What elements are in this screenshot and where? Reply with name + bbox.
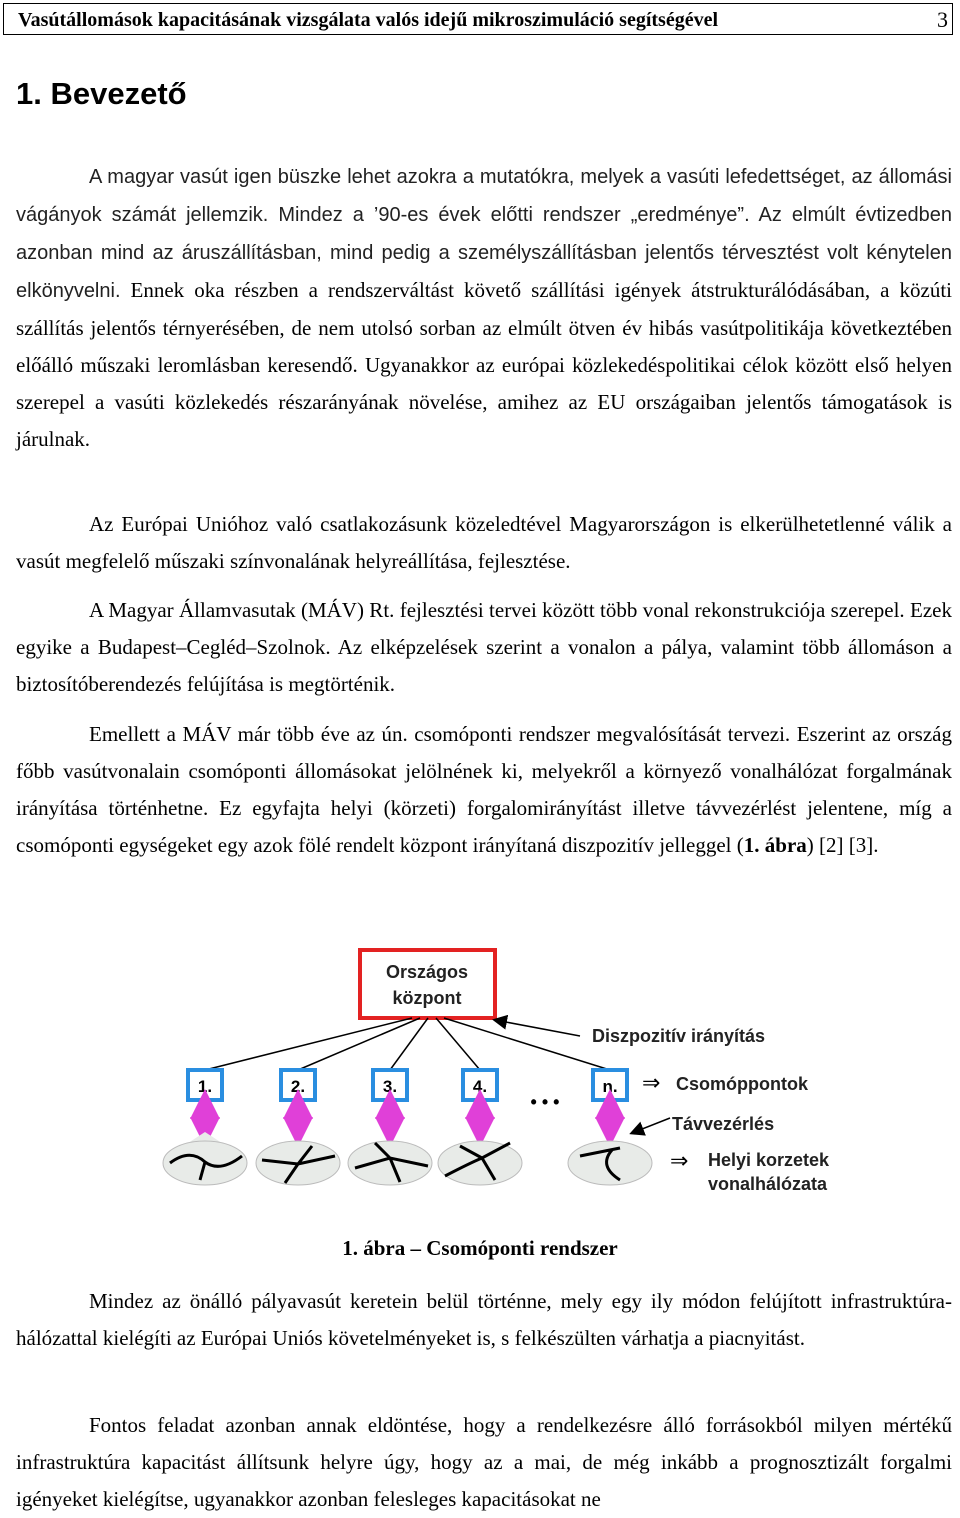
legend-helyi-2: vonalhálózata — [708, 1174, 828, 1194]
center-label-2: központ — [392, 988, 462, 1008]
node-n — [568, 1070, 652, 1185]
paragraph-4-text-b: ) [2] [3]. — [806, 833, 879, 857]
running-title: Vasútállomások kapacitásának vizsgálata valós idejű mikroszimuláció segítségével — [18, 9, 719, 31]
node-label-3: 3. — [382, 1077, 398, 1096]
paragraph-1-sans-part: A magyar vasút igen büszke lehet azokra a mutatókra, melyek a vasúti lefedettséget, az állomási vágányok számát jellemzik. Mindez a ’90-es évek előtti rendszer „eredménye”. Az elmúlt évtizedben azonban mind az áruszállításban, mind pedig a személyszállításban jelentős térvesztést volt kénytelen elkönyvelni. — [16, 166, 952, 302]
node-label-4: 4. — [472, 1077, 488, 1096]
node-1 — [163, 1070, 247, 1185]
legend-implies-icon-1: ⇒ — [642, 1070, 661, 1095]
center-label-1: Országos — [385, 962, 469, 982]
legend-helyi-1: Helyi korzetek — [708, 1150, 830, 1170]
paragraph-5: Mindez az önálló pályavasút keretein belül történne, mely egy ily módon felújított infrastruktúra-hálózattal kielégíti az Európai Uniós követelményeket is, s felkészülten várhatja a piacnyitást. — [16, 1289, 952, 1350]
node-label-1: 1. — [197, 1077, 213, 1096]
figure-reference: 1. ábra — [743, 833, 807, 857]
paragraph-4-text-a: Emellett a MÁV már több éve az ún. csomóponti rendszer megvalósítását tervezi. Eszerint az ország főbb vasútvonalain csomóponti állomásokat jelölnének ki, melyekről a környező vonalhálózat forgalmának irányítása történhetne. Ez egyfajta helyi (körzeti) forgalomirányítást illetve távvezérlést jelentene, míg a csomóponti egységeket egy azok fölé rendelt központ irányítaná diszpozitív jelleggel ( — [16, 722, 952, 857]
legend-tavvezerles: Távvezérlés — [672, 1114, 775, 1134]
paragraph-1-serif-part: Ennek oka részben a rendszerváltást követő szállítási igények átstrukturálódásában, a közúti szállítás jelentős térnyerésében, de nem utolsó sorban az elmúlt ötven év hibás vasútpolitikája következtében előálló műszaki leromlásban keresendő. Ugyanakkor az európai közlekedéspolitikai célok között első helyen szerepel a vasúti közlekedés részarányának növelése, amihez az EU országaiban jelentős támogatások is járulnak. — [16, 278, 952, 451]
page-number: 3 — [937, 7, 948, 32]
node-label-2: 2. — [290, 1077, 306, 1096]
figure-svg — [150, 918, 860, 1208]
node-2 — [256, 1070, 340, 1185]
paragraph-2: Az Európai Unióhoz való csatlakozásunk közeledtével Magyarországon is elkerülhetetlenné válik a vasút megfelelő műszaki színvonalának helyreállítása, fejlesztése. — [16, 512, 952, 573]
paragraph-1 — [16, 158, 952, 458]
dispozitiv-pointer — [495, 1020, 580, 1036]
node-3 — [348, 1070, 432, 1185]
paragraph-3: A Magyar Államvasutak (MÁV) Rt. fejlesztési tervei között több vonal rekonstrukciója szerepel. Ezek egyike a Budapest–Cegléd–Szolnok. Az elképzelések szerint a vonalon a pálya, valamint több állomáson a biztosítóberendezés felújítása is megtörténik. — [16, 598, 952, 696]
node-group — [163, 1070, 652, 1185]
legend-dispozitiv: Diszpozitív irányítás — [592, 1026, 766, 1046]
node-4 — [438, 1070, 522, 1185]
node-system-figure — [150, 918, 860, 1208]
figure-caption: 1. ábra – Csomóponti rendszer — [342, 1236, 618, 1260]
paragraph-4 — [16, 716, 952, 864]
running-header — [3, 3, 953, 35]
nodes-ellipsis: • • • — [530, 1092, 560, 1112]
node-label-n: n. — [602, 1077, 618, 1096]
paragraph-6: Fontos feladat azonban annak eldöntése, hogy a rendelkezésre álló forrásokból milyen mértékű infrastruktúra kapacitást állítsunk helyre úgy, hogy az a mai, de még inkább a prognosztizált forgalmi igényeket kielégítse, ugyanakkor azonban felesleges kapacitásokat ne — [16, 1413, 952, 1511]
tavvezerles-pointer — [632, 1118, 670, 1133]
legend-implies-icon-2: ⇒ — [670, 1148, 689, 1173]
dispozitiv-lines — [205, 1018, 610, 1070]
section-heading: 1. Bevezető — [16, 76, 187, 111]
legend-csomopont: Csomóppontok — [676, 1074, 808, 1094]
